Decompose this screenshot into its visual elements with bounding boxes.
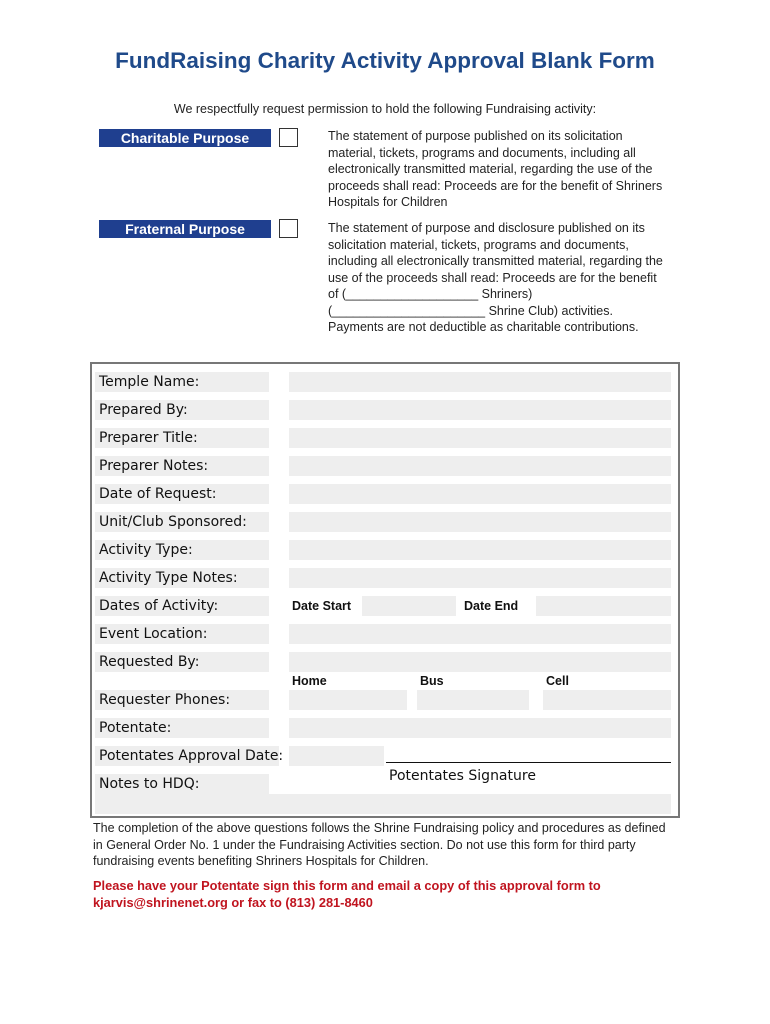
preparer-title-label: Preparer Title: <box>99 430 198 446</box>
dates-of-activity-label: Dates of Activity: <box>99 598 219 614</box>
activity-type-notes-input[interactable] <box>289 568 671 588</box>
signature-label: Potentates Signature <box>389 768 536 784</box>
bus-phone-label: Bus <box>420 674 444 688</box>
preparer-notes-input[interactable] <box>289 456 671 476</box>
home-phone-input[interactable] <box>289 690 407 710</box>
unit-club-input[interactable] <box>289 512 671 532</box>
requested-by-input[interactable] <box>289 652 671 672</box>
notes-to-hdq-input[interactable] <box>95 794 671 814</box>
home-phone-label: Home <box>292 674 327 688</box>
form-title: FundRaising Charity Activity Approval Blank Form <box>115 48 655 73</box>
date-end-input[interactable] <box>536 596 671 616</box>
temple-name-input[interactable] <box>289 372 671 392</box>
prepared-by-input[interactable] <box>289 400 671 420</box>
charitable-purpose-label: Charitable Purpose <box>99 129 271 147</box>
preparer-notes-label: Preparer Notes: <box>99 458 209 474</box>
bus-phone-input[interactable] <box>417 690 529 710</box>
potentate-label: Potentate: <box>99 720 172 736</box>
date-of-request-input[interactable] <box>289 484 671 504</box>
charitable-purpose-checkbox[interactable] <box>279 128 298 147</box>
activity-type-label: Activity Type: <box>99 542 193 558</box>
submission-notice: Please have your Potentate sign this form and email a copy of this approval form to kjarvis@shrinenet.org or fax to (813) 281-8460 <box>93 878 601 910</box>
fraternal-purpose-checkbox[interactable] <box>279 219 298 238</box>
preparer-title-input[interactable] <box>289 428 671 448</box>
intro-text: We respectfully request permission to hold the following Fundraising activity: <box>173 102 597 116</box>
potentate-input[interactable] <box>289 718 671 738</box>
event-location-label: Event Location: <box>99 626 208 642</box>
date-start-input[interactable] <box>362 596 456 616</box>
fraternal-purpose-label: Fraternal Purpose <box>99 220 271 238</box>
date-start-label: Date Start <box>292 599 352 613</box>
activity-type-notes-label: Activity Type Notes: <box>99 570 238 586</box>
unit-club-label: Unit/Club Sponsored: <box>99 514 247 530</box>
potentates-approval-date-label: Potentates Approval Date: <box>99 748 284 764</box>
prepared-by-label: Prepared By: <box>99 402 188 418</box>
temple-name-label: Temple Name: <box>99 374 200 390</box>
fraternal-purpose-text: The statement of purpose and disclosure published on its solicitation material, tickets, programs and documents, including all electronically transmitted material, regarding the use of the proceeds shall read: Proceeds are for the benefit of (___________________ Shriners) (______________________ Shrine Club) activities. Payments are not deductible as charitable contributions. <box>328 221 663 334</box>
cell-phone-label: Cell <box>546 674 569 688</box>
requested-by-label: Requested By: <box>99 654 200 670</box>
event-location-input[interactable] <box>289 624 671 644</box>
requester-phones-label: Requester Phones: <box>99 692 231 708</box>
policy-text: The completion of the above questions follows the Shrine Fundraising policy and procedures as defined in General Order No. 1 under the Fundraising Activities section. Do not use this form for third party fundraising events benefiting Shriners Hospitals for Children. <box>93 821 666 868</box>
signature-line[interactable] <box>386 762 671 763</box>
date-of-request-label: Date of Request: <box>99 486 217 502</box>
activity-type-input[interactable] <box>289 540 671 560</box>
potentates-approval-date-input[interactable] <box>289 746 384 766</box>
cell-phone-input[interactable] <box>543 690 671 710</box>
date-end-label: Date End <box>464 599 519 613</box>
charitable-purpose-text: The statement of purpose published on its solicitation material, tickets, programs and documents, including all electronically transmitted material, regarding the use of the proceeds shall read: Proceeds are for the benefit of Shriners Hospitals for Children <box>328 129 663 209</box>
notes-to-hdq-label: Notes to HDQ: <box>99 776 200 792</box>
